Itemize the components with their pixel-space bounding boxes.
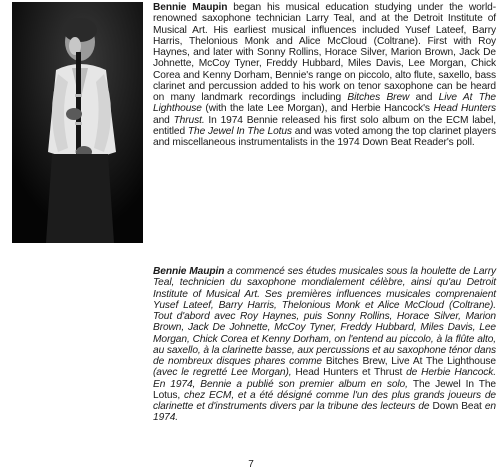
bio-text: chez ECM, et a été désigné comme l'un des plus grands joueurs de clarinette et d'instruments divers par la tribune des lecteurs de: [153, 389, 496, 412]
album-title: Head Hunters et Thrust: [295, 367, 403, 379]
musician-photo: [12, 2, 143, 243]
bio-text: In 1974 Bennie released his first solo album on the ECM label, entitled: [153, 114, 497, 137]
artist-name: Bennie Maupin: [153, 2, 228, 13]
album-title: Head Hunters: [433, 103, 497, 115]
bio-text: de Herbie Hancock. En 1974, Bennie a publié son premier album en solo,: [153, 367, 496, 390]
bio-text: began his musical education studying under the world-renowned saxophone technician Larry Teal, and at the Detroit Institute of Musical Art. His earliest musical influences included Yusef Lateef, Barry Harris, Thelonious Monk and Alice McCloud (Coltrane). First with Roy Haynes, and later with Sonny Rollins, Horace Silver, Marion Brown, Jack De Johnette, McCoy Tyner, Freddy Hubbard, Miles Davis, Lee Morgan, Chick Corea and Kenny Dorham, Bennie's range on piccolo, alto flute, saxello, bass clarinet and percussion added to his work on tenor saxophone can be heard on many landmark recordings including: [153, 2, 496, 103]
page-number: 7: [248, 459, 254, 470]
album-title: Thrust.: [173, 114, 205, 126]
bio-text: and was voted among the top clarinet players and miscellaneous instrumentalists in the 1974 Down Beat Reader's poll.: [153, 125, 496, 148]
french-bio: [153, 266, 496, 424]
bio-text: a commencé ses études musicales sous la houlette de Larry Teal, technicien du saxophone mondialement célèbre, ainsi qu'au Detroit Institute of Musical Art. Ses premières influences musicales comprenaient Yusef Lateef, Barry Harris, Thelonious Monk et Alice McCloud (Coltrane). Tout d'abord avec Roy Haynes, puis Sonny Rollins, Horace Silver, Marion Brown, Jack De Johnette, McCoy Tyner, Freddy Hubbard, Miles Davis, Lee Morgan, Chick Corea et Kenny Dorham, on l'entend au piccolo, à la flûte alto, au saxello, à la clarinette basse, aux percussions et au saxophone ténor dans de nombreux disques phares comme: [153, 266, 496, 367]
album-title: Bitches Brew, Live At The Lighthouse: [325, 356, 496, 367]
album-title: Bitches Brew: [347, 92, 410, 103]
artist-name: Bennie Maupin: [153, 266, 225, 277]
bio-text: and: [409, 92, 439, 103]
album-title: The Jewel In The Lotus: [187, 125, 292, 137]
bio-text: and: [153, 114, 174, 126]
bio-text: en 1974.: [153, 401, 496, 424]
magazine-title: Down Beat: [432, 401, 482, 412]
english-bio: [153, 2, 496, 148]
bio-text: (avec le regretté Lee Morgan),: [153, 367, 296, 379]
album-title: The Jewel In The Lotus,: [153, 378, 496, 401]
bio-text: (with the late Lee Morgan), and Herbie Hancock's: [201, 103, 434, 115]
album-title: Live At The Lighthouse: [153, 92, 496, 115]
